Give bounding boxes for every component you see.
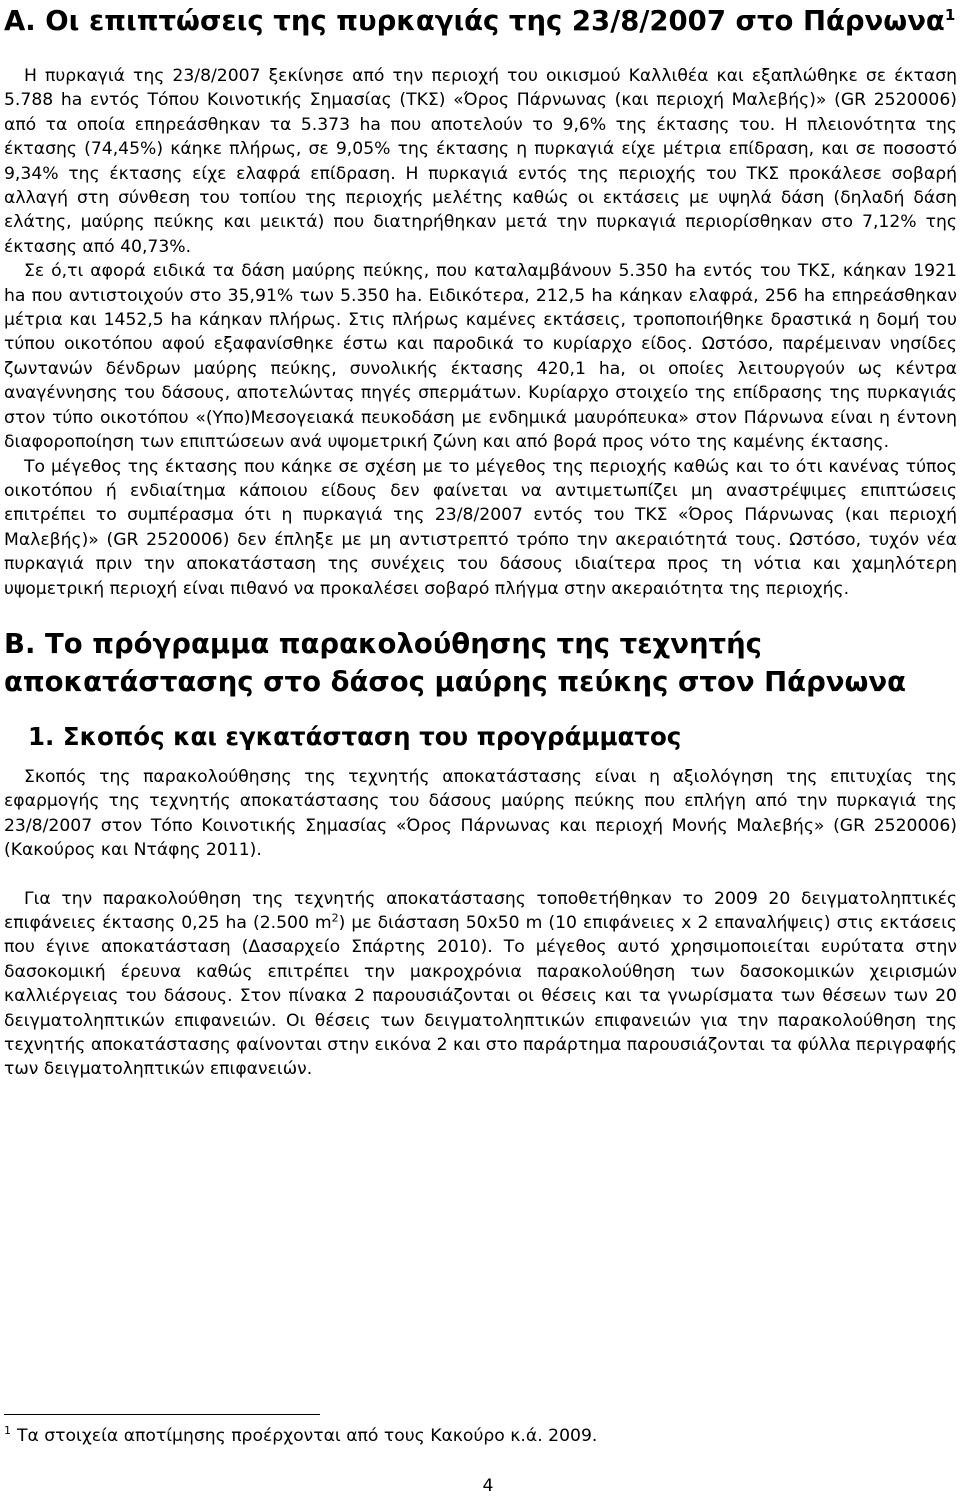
page-number: 4 [482, 1476, 494, 1496]
section-a-paragraph-2: Σε ό,τι αφορά ειδικά τα δάση μαύρης πεύκης, που καταλαμβάνουν 5.350 ha εντός του ΤΚΣ, κάηκαν 1921 ha που αντιστοιχούν στο 35,91% των 5.350 ha. Ειδικότερα, 212,5 ha κάηκαν ελαφρά, 256 ha επηρεάσθηκαν μέτρια και 1452,5 ha κάηκαν πλήρως. Στις πλήρως καμένες εκτάσεις, τροποποιήθηκε δραστικά η δομή του τύπου οικοτόπου αφού εξαφανίσθηκε έστω και παροδικά το κυρίαρχο είδος. Ωστόσο, παρέμειναν νησίδες ζωντανών δένδρων μαύρης πεύκης, συνολικής έκτασης 420,1 ha, οι οποίες λειτουργούν ως κέντρα αναγέννησης του δάσους, αποτελώντας πηγές σπερμάτων. Κυρίαρχο στοιχείο της επίδρασης της πυρκαγιάς στον τύπο οικοτόπου «(Υπο)Μεσογειακά πευκοδάση με ενδημικά μαυρόπευκα» στον Πάρνωνα είναι η έντονη διαφοροποίηση των επιπτώσεων ανά υψομετρική ζώνη και από βορά προς νότο της καμένης έκτασης. [4, 261, 957, 453]
section-a-paragraph-3: Το μέγεθος της έκτασης που κάηκε σε σχέση με το μέγεθος της περιοχής καθώς και το ότι κανένας τύπος οικοτόπου ή ενδιαίτημα κάποιου είδους δεν φαίνεται να αντιμετωπίζει μη αναστρέψιμες επιπτώσεις επιτρέπει το συμπέρασμα ότι η πυρκαγιά της 23/8/2007 εντός του ΤΚΣ «Όρος Πάρνωνας (και περιοχή Μαλεβής)» (GR 2520006) δεν έπληξε με μη αντιστρεπτό τρόπο την ακεραιότητά τους. Ωστόσο, τυχόν νέα πυρκαγιά πριν την αποκατάσταση της συνέχεις του δάσους ιδιαίτερα προς τη νότια και χαμηλότερη υψομετρική περιοχή είναι πιθανό να προκαλέσει σοβαρό πλήγμα στην ακεραιότητα της περιοχής. [4, 456, 957, 599]
section-a-title [4, 2, 957, 40]
footnote [4, 1424, 597, 1448]
section-b-title: Β. Το πρόγραμμα παρακολούθησης της τεχνητής αποκατάστασης στο δάσος μαύρης πεύκης στον Πάρνωνα [4, 627, 907, 698]
section-b-paragraph-2 [4, 887, 957, 1082]
superscript-2: 2 [331, 911, 339, 925]
subsection-title: 1. Σκοπός και εγκατάσταση του προγράμματος [28, 721, 682, 751]
footnote-reference: 1 [944, 5, 956, 24]
section-a-title-text: Α. Οι επιπτώσεις της πυρκαγιάς της 23/8/2007 στο Πάρνωνα [4, 5, 945, 37]
document-page [4, 0, 957, 1082]
footnote-divider [4, 1414, 320, 1415]
footnote-text: Τα στοιχεία αποτίμησης προέρχονται από τους Κακούρο κ.ά. 2009. [17, 1426, 598, 1446]
paragraph-2-part-1: Για την παρακολούθηση της τεχνητής αποκατάστασης τοποθετήθηκαν το 2009 20 δειγματοληπτικές επιφάνειες έκτασης 0,25 ha (2.500 m [4, 888, 957, 933]
footnote-number: 1 [4, 1424, 11, 1438]
section-b-paragraph-1: Σκοπός της παρακολούθησης της τεχνητής αποκατάστασης είναι η αξιολόγηση της επιτυχίας της εφαρμογής της τεχνητής αποκατάστασης του δάσους μαύρης πεύκης που επλήγη από την πυρκαγιά της 23/8/2007 στον Τόπο Κοινοτικής Σημασίας «Όρος Πάρνωνας και περιοχή Μονής Μαλεβής» (GR 2520006) (Κακούρος και Ντάφης 2011). [4, 766, 957, 861]
section-a-paragraph-1: Η πυρκαγιά της 23/8/2007 ξεκίνησε από την περιοχή του οικισμού Καλλιθέα και εξαπλώθηκε σε έκταση 5.788 ha εντός Τόπου Κοινοτικής Σημασίας (ΤΚΣ) «Όρος Πάρνωνας (και περιοχή Μαλεβής)» (GR 2520006) από τα οποία επηρεάσθηκαν τα 5.373 ha που αποτελούν το 9,6% της έκτασης του. Η πλειονότητα της έκτασης (74,45%) κάηκε πλήρως, σε 9,05% της έκτασης η πυρκαγιά είχε μέτρια επίδραση, και σε ποσοστό 9,34% της έκτασης είχε ελαφρά επίδραση. Η πυρκαγιά εντός της περιοχής του ΤΚΣ προκάλεσε σοβαρή αλλαγή στη σύνθεση του τοπίου της περιοχής μελέτης καθώς οι εκτάσεις με υψηλά δάση (δηλαδή δάση ελάτης, μαύρης πεύκης και μεικτά) που διατηρήθηκαν μετά την πυρκαγιά περιορίσθηκαν στο 7,12% της έκτασης από 40,73%. [4, 66, 957, 257]
paragraph-2-part-2: ) με διάσταση 50x50 m (10 επιφάνειες x 2 επαναλήψεις) στις εκτάσεις που έγινε αποκατάσταση (Δασαρχείο Σπάρτης 2010). Το μέγεθος αυτό χρησιμοποιείται ευρύτατα στην δασοκομική έρευνα καθώς επιτρέπει την μακροχρόνια παρακολούθηση των δασοκομικών χειρισμών καλλιέργειας του δάσους. Στον πίνακα 2 παρουσιάζονται οι θέσεις και τα γνωρίσματα των θέσεων των 20 δειγματοληπτικών επιφανειών. Οι θέσεις των δειγματοληπτικών επιφανειών για την παρακολούθηση της τεχνητής αποκατάστασης φαίνονται στην εικόνα 2 και στο παράρτημα παρουσιάζονται τα φύλλα περιγραφής των δειγματοληπτικών επιφανειών. [4, 912, 958, 1080]
